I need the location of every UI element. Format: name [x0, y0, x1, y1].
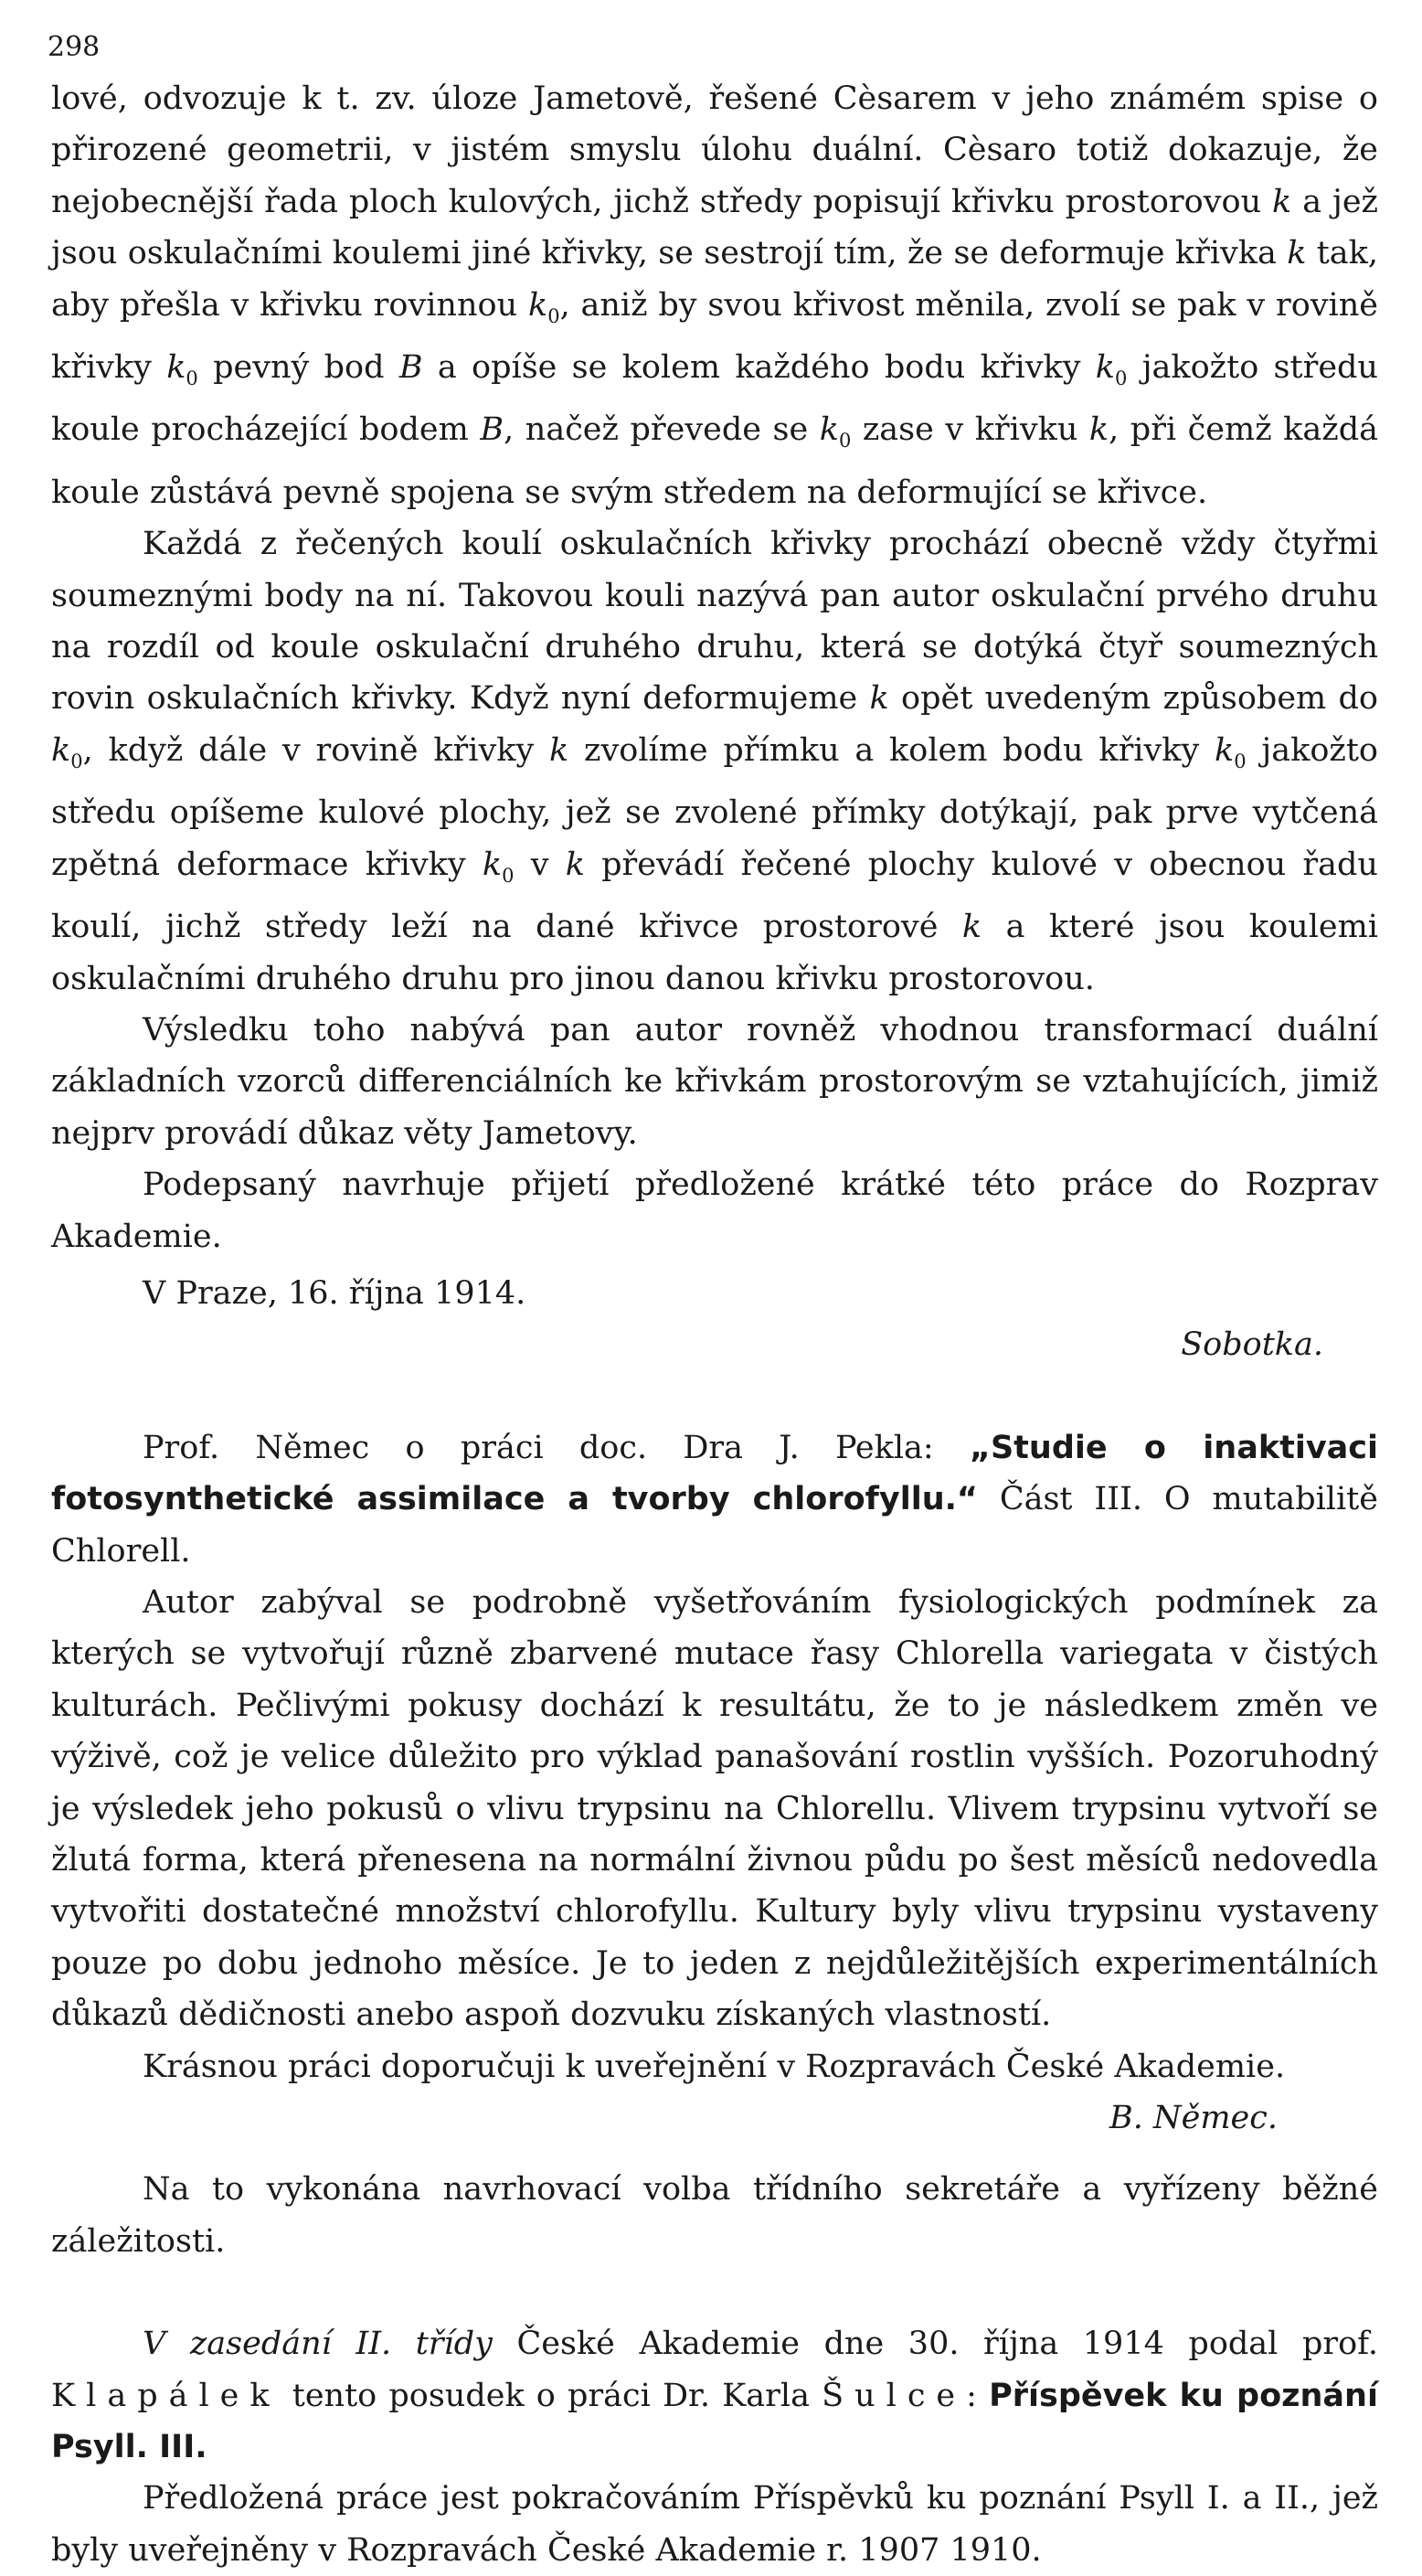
- signature-nemec: B. Němec.: [1109, 2100, 1278, 2137]
- review-intro: Prof. Němec o práci doc. Dra J. Pekla: „Studie o inaktivaci fotosynthetické assimilace a tvorby chlorofyllu.“ Část III. O mutabilitě Chlorell.: [51, 1429, 1378, 1570]
- document-body: [51, 73, 1378, 2576]
- paragraph-2: Každá z řečených koulí oskulačních křivky prochází obecně vždy čtyřmi soumeznými body na ní. Takovou kouli nazývá pan autor oskulační prvého druhu na rozdíl od koule oskulační druhého druhu, která se dotýká čtyř soumezných rovin oskulačních křivky. Když nyní deformujeme k opět uvedeným způsobem do $k_0$, když dále v rovině křivky k zvolíme přímku a kolem bodu křivky $k_0$ jakožto středu opíšeme kulové plochy, jež se zvolené přímky dotýkají, pak prve vytčená zpětná deformace křivky $k_0$ v k převádí řečené plochy kulové v obecnou řadu koulí, jichž středy leží na dané křivce prostorové k a které jsou koulemi oskulačními druhého druhu pro jinou danou křivku prostorovou.: [51, 526, 1378, 997]
- page-number: 298: [48, 31, 101, 63]
- closing-paragraph: Na to vykonána navrhovací volba třídního sekretáře a vyřízeny běžné záležitosti.: [51, 2171, 1378, 2260]
- recommendation: Krásnou práci doporučuji k uveřejnění v Rozpravách České Akademie.: [143, 2048, 1286, 2085]
- paragraph-1: lové, odvozuje k t. zv. úloze Jametově, řešené Cèsarem v jeho známém spise o přirozené geometrii, v jistém smyslu úlohu duální. Cèsaro totiž dokazuje, že nejobecnější řada ploch kulových, jichž středy popisují křivku prostorovou k a jež jsou oskulačními koulemi jiné křivky, se sestrojí tím, že se deformuje křivka k tak, aby přešla v křivku rovinnou $k_0$, aniž by svou křivost měnila, zvolí se pak v rovině křivky $k_0$ pevný bod B a opíše se kolem každého bodu křivky $k_0$ jakožto středu koule procházející bodem B, načež převede se $k_0$ zase v křivku k, při čemž každá koule zůstává pevně spojena se svým středem na deformující se křivce.: [51, 80, 1378, 511]
- review-paragraph: Autor zabýval se podrobně vyšetřováním fysiologických podmínek za kterých se vytvořují různě zbarvené mutace řasy Chlorella variegata v čistých kulturách. Pečlivými pokusy dochází k resultátu, že to je následkem změn ve výživě, což je velice důležito pro výklad panašování rostlin vyšších. Pozoruhodný je výsledek jeho pokusů o vlivu trypsinu na Chlorellu. Vlivem trypsinu vytvoří se žlutá forma, která přenesena na normální živnou půdu po šest měsíců nedovedla vytvořiti dostatečné množství chlorofyllu. Kultury byly vlivu trypsinu vystaveny pouze po dobu jednoho měsíce. Je to jeden z nejdůležitějších experimentálních důkazů dědičnosti anebo aspoň dozvuku získaných vlastností.: [51, 1583, 1378, 2034]
- final-paragraph: Předložená práce jest pokračováním Příspěvků ku poznání Psyll I. a II., jež byly uveřejněny v Rozpravách České Akademie r. 1907 1910.: [51, 2480, 1378, 2569]
- session-paragraph: V zasedání II. třídy České Akademie dne 30. října 1914 podal prof. Klapálek tento posudek o práci Dr. Karla Šulce: Příspěvek ku poznání Psyll. III.: [51, 2326, 1378, 2466]
- paragraph-3: Výsledku toho nabývá pan autor rovněž vhodnou transformací duální základních vzorců differenciálních ke křivkám prostorovým se vztahujících, jimiž nejprv provádí důkaz věty Jametovy.: [51, 1011, 1378, 1152]
- paragraph-4: Podepsaný navrhuje přijetí předložené krátké této práce do Rozprav Akademie.: [51, 1166, 1378, 1255]
- signature-sobotka: Sobotka.: [1181, 1326, 1323, 1364]
- date-line: V Praze, 16. října 1914.: [143, 1274, 526, 1312]
